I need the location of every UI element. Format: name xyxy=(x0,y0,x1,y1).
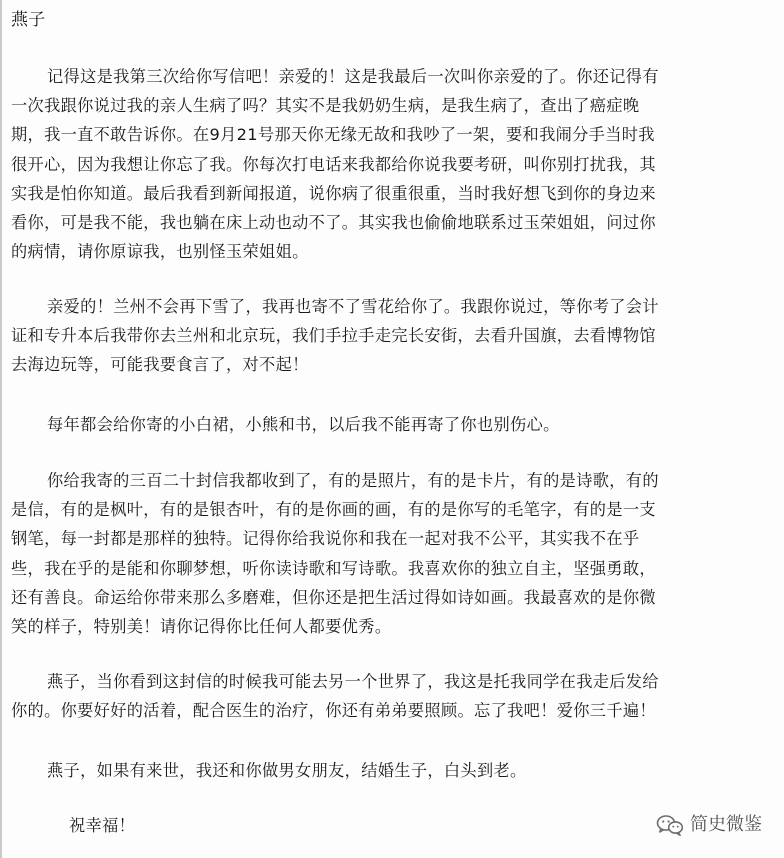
watermark xyxy=(656,811,762,839)
letter-salutation: 燕子 xyxy=(11,10,46,30)
paragraph-line: 一次我跟你说过我的亲人生病了吗？其实不是我奶奶生病，是我生病了，查出了癌症晚 xyxy=(11,96,640,116)
paragraph-line: 钢笔，每一封都是那样的独特。记得你给我说你和我在一起对我不公平，其实我不在乎 xyxy=(11,529,640,549)
paragraph-line: 去海边玩等，可能我要食言了，对不起！ xyxy=(11,355,309,375)
letter-paragraph-4 xyxy=(11,466,771,641)
paragraph-line: 证和专升本后我带你去兰州和北京玩，我们手拉手走完长安街，去看升国旗，去看博物馆 xyxy=(11,326,656,346)
paragraph-line: 记得这是我第三次给你写信吧！亲爱的！这是我最后一次叫你亲爱的了。你还记得有 xyxy=(47,67,659,86)
letter-paragraph-3 xyxy=(11,410,771,439)
wechat-icon xyxy=(656,813,684,837)
letter-closing: 祝幸福！ xyxy=(69,816,136,835)
paragraph-line: 每年都会给你寄的小白裙，小熊和书，以后我不能再寄了你也别伤心。 xyxy=(47,415,560,434)
letter-paragraph-2 xyxy=(11,292,771,380)
letter-paragraph-5 xyxy=(11,667,771,725)
paragraph-line: 笑的样子，特别美！请你记得你比任何人都要优秀。 xyxy=(11,617,392,637)
paragraph-line: 燕子，当你看到这封信的时候我可能去另一个世界了，我这是托我同学在我走后发给 xyxy=(47,672,659,691)
paragraph-line: 你的。你要好好的活着，配合医生的治疗，你还有弟弟要照顾。忘了我吧！爱你三千遍！ xyxy=(11,701,656,721)
paragraph-line: 还有善良。命运给你带来那么多磨难，但你还是把生活过得如诗如画。我最喜欢的是你微 xyxy=(11,587,656,607)
paragraph-line: 是信，有的是枫叶，有的是银杏叶，有的是你画的画，有的是你写的毛笔字，有的是一支 xyxy=(11,500,656,520)
paragraph-line: 你给我寄的三百二十封信我都收到了，有的是照片，有的是卡片，有的是诗歌，有的 xyxy=(47,471,659,490)
paragraph-line: 实我是怕你知道。最后我看到新闻报道，说你病了很重很重，当时我好想飞到你的身边来 xyxy=(11,183,656,203)
paragraph-line: 很开心，因为我想让你忘了我。你每次打电话来我都给你说我要考研，叫你别打扰我，其 xyxy=(11,154,656,174)
paragraph-line: 看你，可是我不能，我也躺在床上动也动不了。其实我也偷偷地联系过玉荣姐姐，问过你 xyxy=(11,213,656,233)
paragraph-line: 燕子，如果有来世，我还和你做男女朋友，结婚生子，白头到老。 xyxy=(47,761,527,780)
paragraph-line: 的病情，请你原谅我，也别怪玉荣姐姐。 xyxy=(11,242,309,262)
letter-paragraph-6 xyxy=(11,756,771,785)
paragraph-line: 些，我在乎的是能和你聊梦想，听你读诗歌和写诗歌。我喜欢你的独立自主，坚强勇敢， xyxy=(11,558,656,578)
watermark-text: 简史微鉴 xyxy=(690,814,762,835)
letter-paragraph-1 xyxy=(11,62,771,266)
paragraph-line: 亲爱的！兰州不会再下雪了，我再也寄不了雪花给你了。我跟你说过，等你考了会计 xyxy=(47,297,659,316)
paragraph-line: 期，我一直不敢告诉你。在9月21号那天你无缘无故和我吵了一架，要和我闹分手当时我 xyxy=(11,125,655,145)
